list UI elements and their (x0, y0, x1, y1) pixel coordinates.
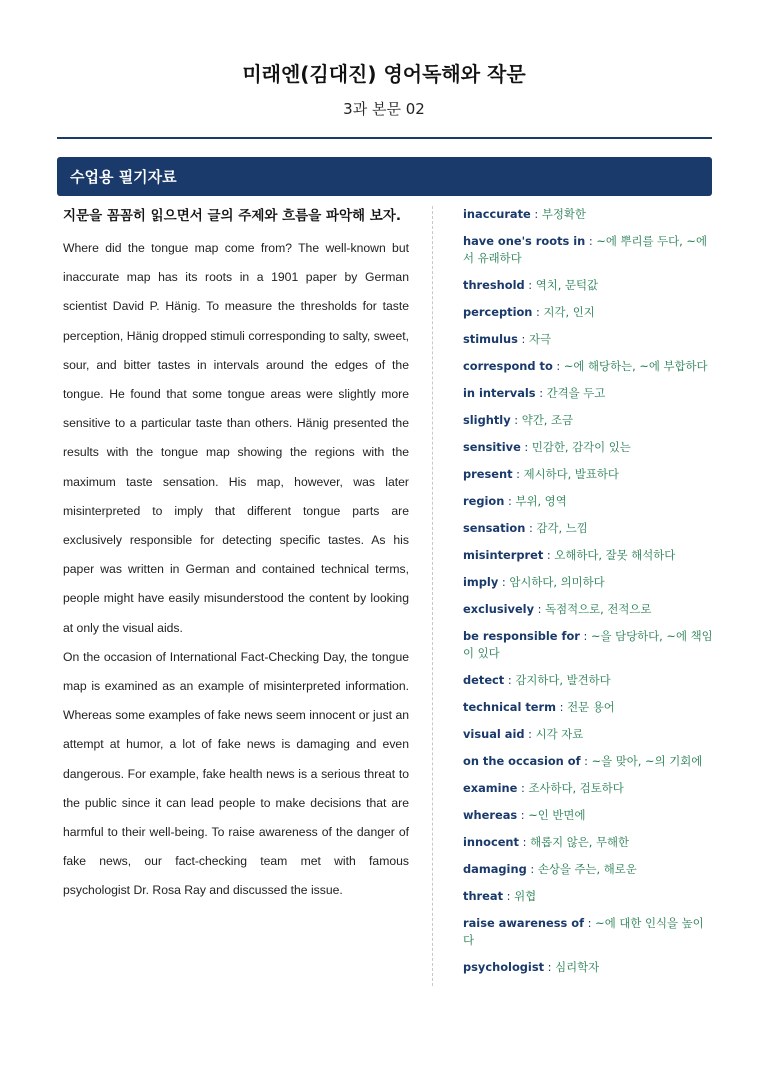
vocab-item: be responsible for : ~을 담당하다, ~에 책임이 있다 (463, 629, 713, 660)
vocab-item: imply : 암시하다, 의미하다 (463, 575, 605, 589)
vocab-item: on the occasion of : ~을 맞아, ~의 기회에 (463, 754, 703, 768)
vocab-term: psychologist (463, 960, 545, 974)
vocab-definition: 손상을 주는, 해로운 (537, 862, 637, 876)
vocab-definition: 역치, 문턱값 (535, 278, 599, 292)
vocab-term: be responsible for (463, 629, 580, 643)
vocab-item: whereas : ~인 반면에 (463, 808, 586, 822)
reading-paragraph-1: Where did the tongue map come from? The well-known but inaccurate map has its roots in a 1901 paper by German scientist David P. Hänig. To measure the thresholds for taste perception, Hänig dropped stimuli corresponding to salty, sweet, sour, and bitter tastes in intervals around the edges of the tongue. He found that some tongue areas were slightly more sensitive to a particular taste than others. Hänig presented the results with the tongue map showing the regions with the maximum taste sensation. His map, however, was later misinterpreted to imply that different tongue parts are exclusively responsible for detecting specific tastes. As his paper was written in German and contained technical terms, people might have easily misunderstood the content by looking at only the visual aids. (63, 241, 409, 635)
vocab-definition: 위협 (514, 889, 537, 903)
vocab-item: threshold : 역치, 문턱값 (463, 278, 599, 292)
vocab-definition: 부위, 영역 (515, 494, 567, 508)
vocab-item: inaccurate : 부정확한 (463, 207, 586, 221)
vocab-definition: ~을 담당하다, ~에 책임이 있다 (463, 629, 713, 660)
vocab-definition: 심리학자 (555, 960, 600, 974)
vocab-definition: 오해하다, 잘못 해석하다 (554, 548, 676, 562)
vocab-definition: 부정확한 (541, 207, 586, 221)
vocab-item: visual aid : 시각 자료 (463, 727, 584, 741)
vocab-term: damaging (463, 862, 527, 876)
vocab-item: detect : 감지하다, 발견하다 (463, 673, 611, 687)
vocab-term: present (463, 467, 513, 481)
page-subtitle: 3과 본문 02 (343, 100, 425, 118)
vocab-term: threat (463, 889, 504, 903)
vocab-item: slightly : 약간, 조금 (463, 413, 573, 427)
vocab-term: sensation (463, 521, 526, 535)
vocab-item: region : 부위, 영역 (463, 494, 567, 508)
vocab-item: technical term : 전문 용어 (463, 700, 615, 714)
vocab-definition: 독점적으로, 전적으로 (545, 602, 652, 616)
vocab-definition: 암시하다, 의미하다 (509, 575, 605, 589)
reading-instruction: 지문을 꼼꼼히 읽으면서 글의 주제와 흐름을 파악해 보자. (63, 208, 401, 224)
vocab-term: slightly (463, 413, 511, 427)
vocab-term: misinterpret (463, 548, 544, 562)
vocab-item: correspond to : ~에 해당하는, ~에 부합하다 (463, 359, 708, 373)
vocab-term: region (463, 494, 505, 508)
vocab-item: examine : 조사하다, 검토하다 (463, 781, 624, 795)
vocab-item: sensation : 감각, 느낌 (463, 521, 588, 535)
vocab-definition: 지각, 인지 (543, 305, 595, 319)
section-banner (57, 157, 712, 196)
vocab-term: on the occasion of (463, 754, 581, 768)
vocab-item: sensitive : 민감한, 감각이 있는 (463, 440, 631, 454)
vocab-term: visual aid (463, 727, 525, 741)
reading-paragraph-2: On the occasion of International Fact-Checking Day, the tongue map is examined as an example of misinterpreted information. Whereas some examples of fake news seem innocent or just an attempt at humor, a lot of fake news is damaging and even dangerous. For example, fake health news is a serious threat to the public since it can lead people to make decisions that are harmful to their well-being. To raise awareness of the danger of fake news, our fact-checking team met with famous psychologist Dr. Rosa Ray and discussed the issue. (63, 649, 409, 898)
vocab-term: in intervals (463, 386, 536, 400)
vocab-item: innocent : 해롭지 않은, 무해한 (463, 835, 629, 849)
vocab-definition: 약간, 조금 (521, 413, 573, 427)
vocab-term: raise awareness of (463, 916, 585, 930)
column-divider (432, 206, 433, 986)
section-banner-label: 수업용 필기자료 (70, 168, 177, 186)
vocab-definition: 간격을 두고 (546, 386, 606, 400)
vocab-definition: 제시하다, 발표하다 (523, 467, 619, 481)
vocab-definition: 시각 자료 (535, 727, 584, 741)
vocab-item: stimulus : 자극 (463, 332, 552, 346)
vocab-definition: 민감한, 감각이 있는 (531, 440, 631, 454)
vocab-definition: ~을 맞아, ~의 기회에 (591, 754, 703, 768)
vocab-term: perception (463, 305, 533, 319)
vocab-term: correspond to (463, 359, 553, 373)
vocab-definition: ~에 대한 인식을 높이다 (463, 916, 704, 947)
header-rule (57, 137, 712, 139)
vocab-item: have one's roots in : ~에 뿌리를 두다, ~에서 유래하다 (463, 234, 707, 265)
vocab-term: innocent (463, 835, 519, 849)
vocab-definition: 감각, 느낌 (536, 521, 588, 535)
vocab-item: present : 제시하다, 발표하다 (463, 467, 619, 481)
reading-column (63, 206, 409, 906)
vocab-definition: 감지하다, 발견하다 (515, 673, 611, 687)
vocab-item: misinterpret : 오해하다, 잘못 해석하다 (463, 548, 676, 562)
vocab-term: inaccurate (463, 207, 531, 221)
vocab-item: raise awareness of : ~에 대한 인식을 높이다 (463, 916, 704, 947)
vocab-term: imply (463, 575, 499, 589)
vocabulary-list (463, 206, 713, 976)
vocab-definition: ~인 반면에 (528, 808, 586, 822)
vocab-item: exclusively : 독점적으로, 전적으로 (463, 602, 652, 616)
vocab-term: threshold (463, 278, 525, 292)
vocab-term: have one's roots in (463, 234, 586, 248)
vocab-item: perception : 지각, 인지 (463, 305, 595, 319)
vocab-term: exclusively (463, 602, 535, 616)
vocab-definition: ~에 해당하는, ~에 부합하다 (563, 359, 708, 373)
vocab-term: stimulus (463, 332, 518, 346)
vocab-item: in intervals : 간격을 두고 (463, 386, 606, 400)
vocab-definition: ~에 뿌리를 두다, ~에서 유래하다 (463, 234, 707, 265)
vocab-term: sensitive (463, 440, 521, 454)
vocab-item: threat : 위협 (463, 889, 537, 903)
vocab-term: whereas (463, 808, 518, 822)
vocab-definition: 전문 용어 (567, 700, 615, 714)
vocab-term: examine (463, 781, 518, 795)
vocab-item: damaging : 손상을 주는, 해로운 (463, 862, 637, 876)
vocab-term: detect (463, 673, 505, 687)
vocab-item: psychologist : 심리학자 (463, 960, 600, 974)
page-title: 미래엔(김대진) 영어독해와 작문 (242, 62, 526, 86)
vocab-term: technical term (463, 700, 557, 714)
vocab-definition: 자극 (529, 332, 552, 346)
vocab-definition: 해롭지 않은, 무해한 (530, 835, 629, 849)
vocab-definition: 조사하다, 검토하다 (528, 781, 624, 795)
